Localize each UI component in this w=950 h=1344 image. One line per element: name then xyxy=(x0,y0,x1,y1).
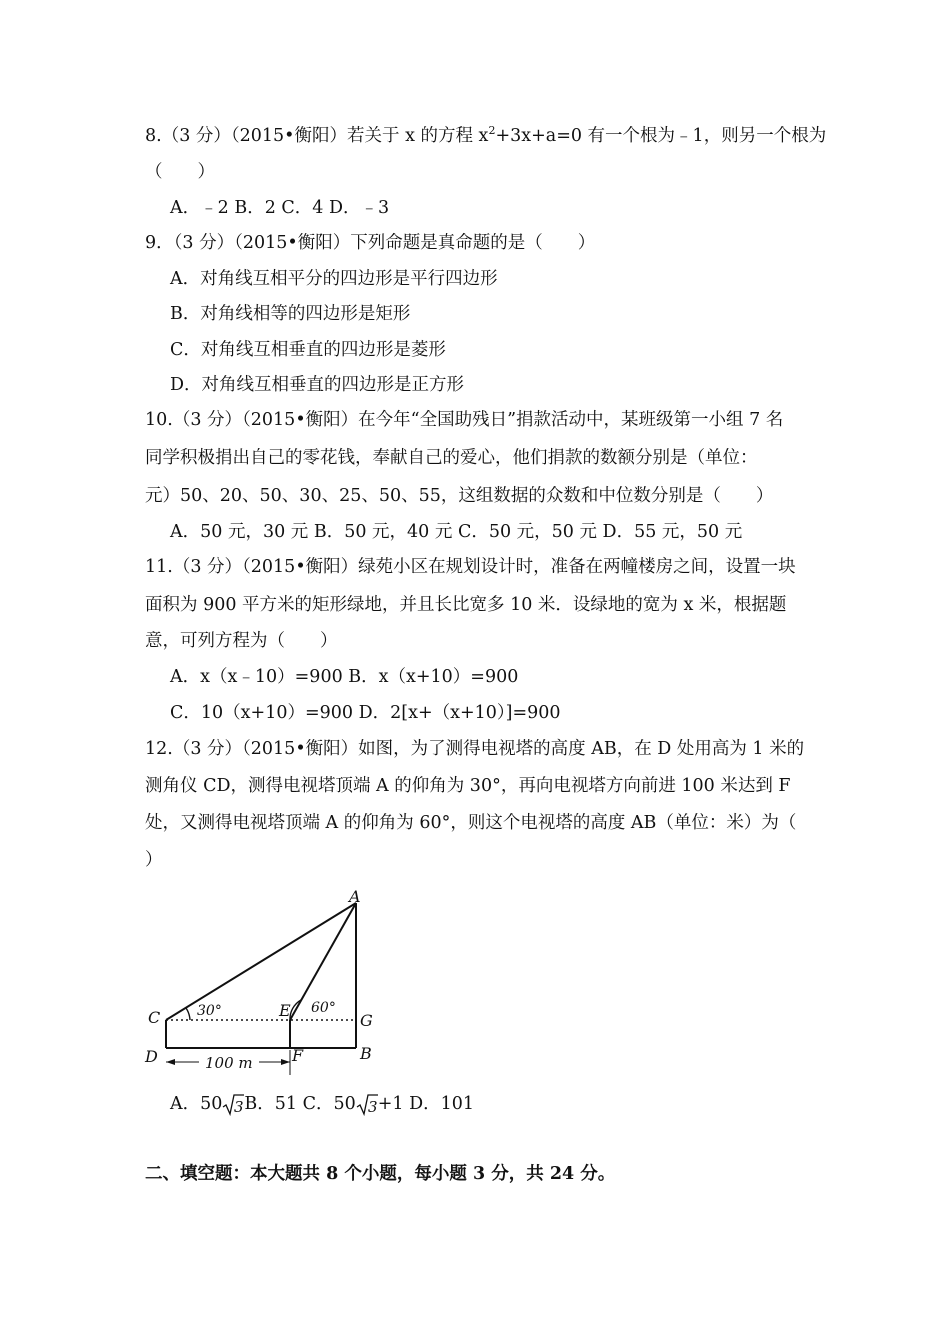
section-2-heading: 二、填空题：本大题共 8 个小题，每小题 3 分，共 24 分。 xyxy=(145,1164,616,1184)
q11-options-row2: C．10（x+10）=900 D．2[x+（x+10）]=900 xyxy=(170,703,561,723)
q12-stem-line2: 测角仪 CD，测得电视塔顶端 A 的仰角为 30°，再向电视塔方向前进 100 米达到 F xyxy=(145,776,791,796)
q9-stem: 9．（3 分）（2015•衡阳）下列命题是真命题的是（ ） xyxy=(145,233,596,253)
label-d: D xyxy=(145,1047,158,1066)
svg-text:3: 3 xyxy=(367,1097,378,1116)
label-angle-30: 30° xyxy=(197,1003,222,1019)
q11-stem-line2: 面积为 900 平方米的矩形绿地，并且长比宽多 10 米．设绿地的宽为 x 米，根据题 xyxy=(145,595,787,615)
q9-option-c: C．对角线互相垂直的四边形是菱形 xyxy=(170,340,446,360)
label-a: A xyxy=(349,887,361,906)
q10-options: A．50 元，30 元 B．50 元，40 元 C．50 元，50 元 D．55 元，50 元 xyxy=(170,522,743,542)
q10-stem-line3: 元）50、20、50、30、25、50、55，这组数据的众数和中位数分别是（ ） xyxy=(145,486,774,506)
q12-options xyxy=(170,1092,474,1117)
label-e: E xyxy=(279,1001,291,1020)
label-angle-60: 60° xyxy=(311,1000,336,1016)
label-b: B xyxy=(360,1044,372,1063)
tower-figure xyxy=(135,885,395,1080)
q12-option-c-and-d: +1 D．101 xyxy=(377,1094,475,1114)
q8-stem-line1: 8.（3 分）（2015•衡阳）若关于 x 的方程 $x^2+3x+a=0$ 有一个根为﹣1，则另一个根为 xyxy=(145,124,827,146)
label-100m: 100 m xyxy=(205,1054,253,1072)
angle-arc-30 xyxy=(186,1008,190,1020)
q8-stem-line2: （ ） xyxy=(145,162,215,182)
q9-option-a: A．对角线互相平分的四边形是平行四边形 xyxy=(170,269,498,289)
q12-stem-line4: ） xyxy=(145,850,163,870)
label-c: C xyxy=(148,1008,161,1027)
q11-options-row1: A．x（x﹣10）=900 B．x（x+10）=900 xyxy=(170,667,519,687)
q9-option-d: D．对角线互相垂直的四边形是正方形 xyxy=(170,375,465,395)
q10-stem-line2: 同学积极捐出自己的零花钱，奉献自己的爱心，他们捐款的数额分别是（单位： xyxy=(145,448,758,468)
q12-option-b-and-c: B．51 C．50 xyxy=(244,1094,356,1114)
q10-stem-line1: 10.（3 分）（2015•衡阳）在今年“全国助残日”捐款活动中，某班级第一小组 7 名 xyxy=(145,410,784,430)
label-f: F xyxy=(292,1046,304,1065)
label-g: G xyxy=(360,1011,373,1030)
q12-stem-line1: 12.（3 分）（2015•衡阳）如图，为了测得电视塔的高度 AB，在 D 处用高为 1 米的 xyxy=(145,739,805,759)
sqrt-3-a xyxy=(222,1092,244,1117)
q12-stem-line3: 处，又测得电视塔顶端 A 的仰角为 60°，则这个电视塔的高度 AB（单位：米）为（ xyxy=(145,813,797,833)
q11-stem-line3: 意，可列方程为（ ） xyxy=(145,631,338,651)
q9-option-b: B．对角线相等的四边形是矩形 xyxy=(170,304,411,324)
q8-options: A．﹣2 B．2 C．4 D．﹣3 xyxy=(170,198,390,218)
q12-option-a-prefix: A．50 xyxy=(170,1094,223,1114)
svg-text:3: 3 xyxy=(234,1097,244,1116)
sqrt-3-c xyxy=(356,1092,378,1117)
q11-stem-line1: 11.（3 分）（2015•衡阳）绿苑小区在规划设计时，准备在两幢楼房之间，设置一块 xyxy=(145,557,796,577)
